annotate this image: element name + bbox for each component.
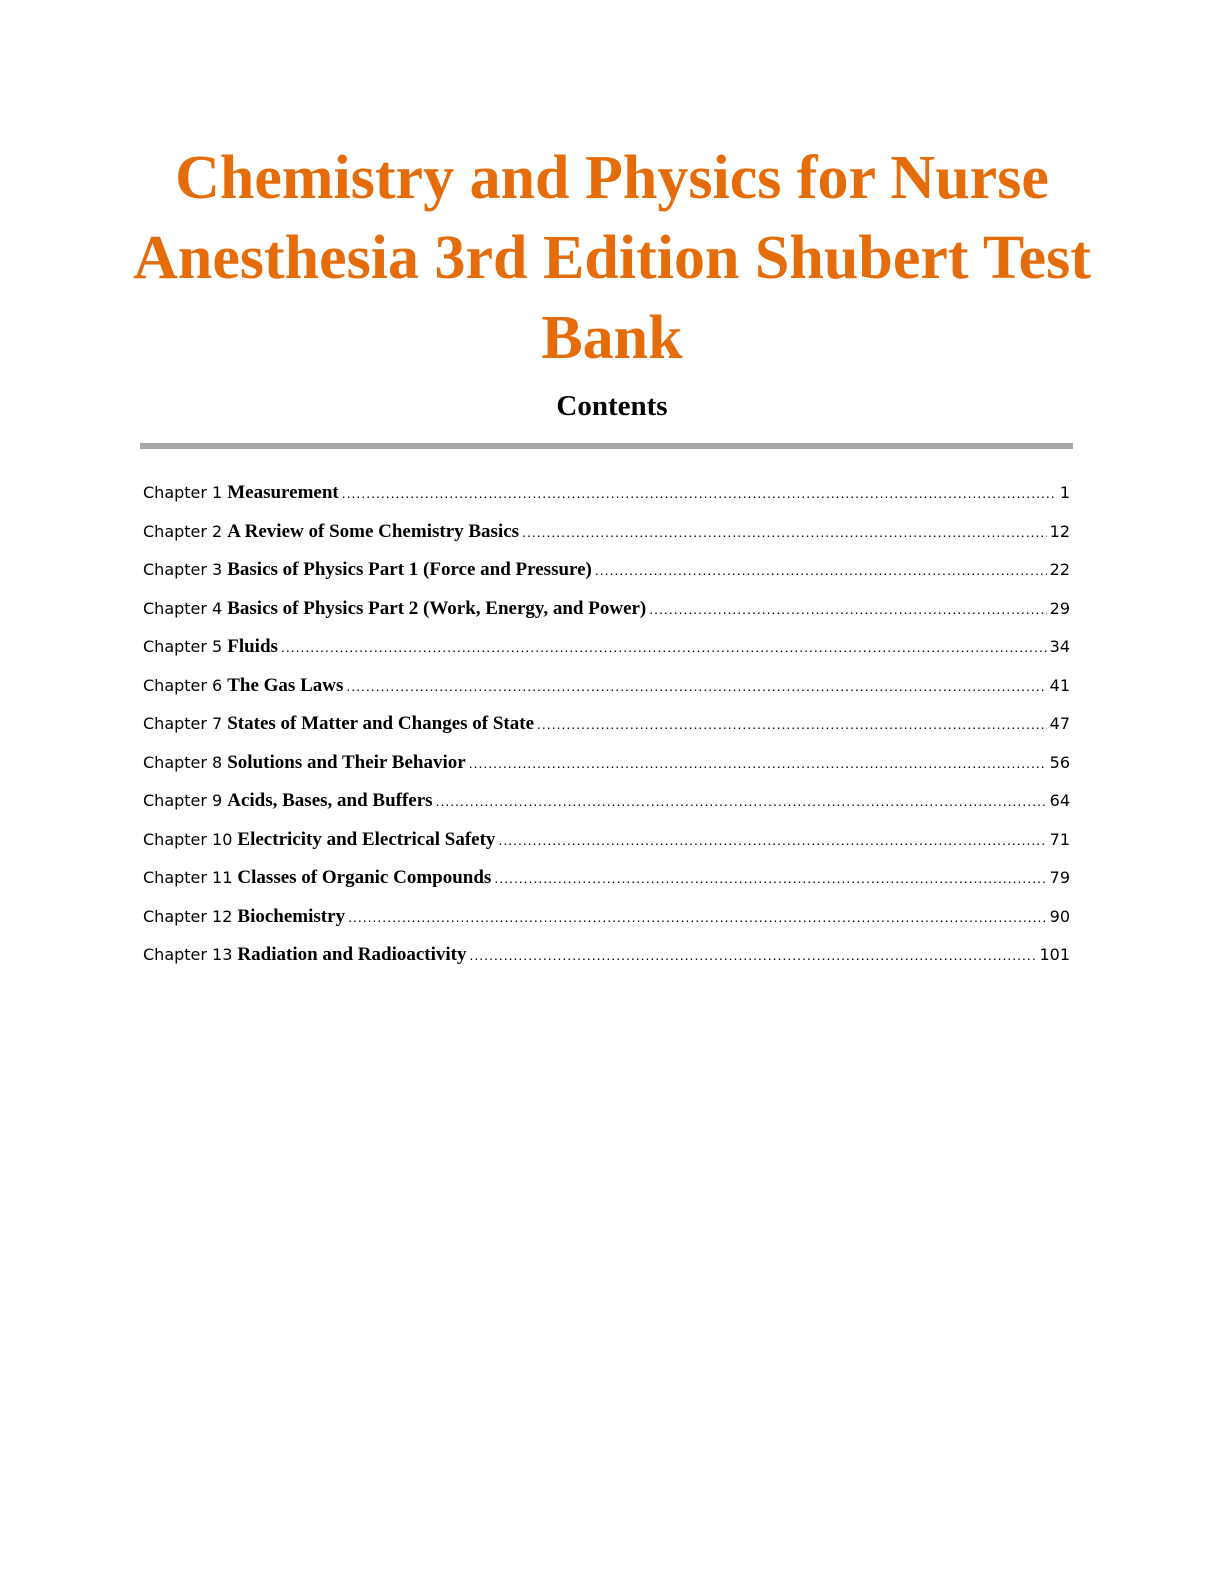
toc-page-number[interactable]: 22 xyxy=(1049,560,1070,579)
toc-page-number[interactable]: 56 xyxy=(1049,752,1070,772)
toc-chapter-number: Chapter 13 xyxy=(143,945,233,964)
horizontal-rule xyxy=(140,443,1073,449)
toc-chapter-number: Chapter 5 xyxy=(143,637,223,656)
toc-chapter-number: Chapter 7 xyxy=(143,714,223,733)
toc-chapter-number: Chapter 1 xyxy=(143,483,223,502)
toc-page-number[interactable]: 1 xyxy=(1059,483,1070,502)
toc-entry[interactable] xyxy=(143,675,1070,714)
toc-chapter-number: Chapter 11 xyxy=(143,868,233,887)
toc-chapter-number: Chapter 6 xyxy=(143,675,223,695)
toc-dot-leader xyxy=(470,947,1037,965)
toc-dot-leader xyxy=(595,562,1047,580)
toc-chapter-title[interactable]: A Review of Some Chemistry Basics xyxy=(227,520,520,542)
toc-page-number[interactable]: 34 xyxy=(1049,637,1070,656)
toc-entry[interactable] xyxy=(143,598,1070,637)
toc-entry[interactable] xyxy=(143,521,1070,560)
document-title-line: Bank xyxy=(541,304,683,372)
toc-entry[interactable] xyxy=(143,713,1070,752)
toc-entry[interactable] xyxy=(143,829,1070,868)
toc-entry[interactable] xyxy=(143,482,1070,521)
toc-chapter-title[interactable]: Acids, Bases, and Buffers xyxy=(227,790,433,811)
toc-chapter-title[interactable]: Measurement xyxy=(227,482,339,503)
toc-dot-leader xyxy=(522,524,1047,542)
toc-page-number[interactable]: 12 xyxy=(1049,521,1070,541)
toc-page-number[interactable]: 90 xyxy=(1049,906,1070,926)
toc-dot-leader xyxy=(498,832,1046,850)
table-of-contents xyxy=(143,482,1070,983)
toc-entry[interactable] xyxy=(143,559,1070,598)
toc-dot-leader xyxy=(649,601,1046,619)
toc-dot-leader xyxy=(537,716,1047,734)
toc-chapter-number: Chapter 9 xyxy=(143,791,223,810)
toc-chapter-number: Chapter 2 xyxy=(143,521,223,541)
toc-chapter-title[interactable]: Electricity and Electrical Safety xyxy=(237,828,496,850)
toc-dot-leader xyxy=(436,793,1047,811)
toc-page-number[interactable]: 64 xyxy=(1049,791,1070,810)
toc-chapter-title[interactable]: Basics of Physics Part 2 (Work, Energy, and Power) xyxy=(227,597,647,619)
toc-chapter-number: Chapter 12 xyxy=(143,906,233,926)
toc-page-number[interactable]: 79 xyxy=(1049,868,1070,887)
toc-chapter-number: Chapter 8 xyxy=(143,752,223,772)
toc-chapter-title[interactable]: Classes of Organic Compounds xyxy=(237,867,492,888)
document-title-line: Chemistry and Physics for Nurse xyxy=(175,144,1049,212)
document-title xyxy=(30,138,1194,378)
toc-chapter-title[interactable]: Fluids xyxy=(227,636,278,657)
toc-dot-leader xyxy=(348,909,1047,927)
toc-dot-leader xyxy=(469,755,1047,773)
toc-entry[interactable] xyxy=(143,867,1070,906)
toc-chapter-number: Chapter 10 xyxy=(143,829,233,849)
contents-heading: Contents xyxy=(556,390,668,422)
toc-dot-leader xyxy=(342,485,1057,503)
toc-dot-leader xyxy=(494,870,1046,888)
toc-chapter-number: Chapter 3 xyxy=(143,560,223,579)
toc-chapter-title[interactable]: The Gas Laws xyxy=(227,674,344,696)
toc-entry[interactable] xyxy=(143,752,1070,791)
toc-dot-leader xyxy=(281,639,1047,657)
toc-page-number[interactable]: 47 xyxy=(1049,714,1070,733)
toc-entry[interactable] xyxy=(143,790,1070,829)
toc-page-number[interactable]: 41 xyxy=(1049,675,1070,695)
toc-chapter-title[interactable]: Solutions and Their Behavior xyxy=(227,751,466,773)
toc-chapter-title[interactable]: Basics of Physics Part 1 (Force and Pressure) xyxy=(227,559,592,580)
toc-entry[interactable] xyxy=(143,944,1070,983)
toc-entry[interactable] xyxy=(143,636,1070,675)
toc-entry[interactable] xyxy=(143,906,1070,945)
toc-chapter-number: Chapter 4 xyxy=(143,598,223,618)
toc-dot-leader xyxy=(346,678,1046,696)
toc-chapter-title[interactable]: Radiation and Radioactivity xyxy=(237,944,467,965)
toc-chapter-title[interactable]: Biochemistry xyxy=(237,905,346,927)
toc-page-number[interactable]: 71 xyxy=(1049,829,1070,849)
toc-page-number[interactable]: 101 xyxy=(1039,945,1070,964)
toc-chapter-title[interactable]: States of Matter and Changes of State xyxy=(227,713,535,734)
toc-page-number[interactable]: 29 xyxy=(1049,598,1070,618)
document-title-line: Anesthesia 3rd Edition Shubert Test xyxy=(133,224,1091,292)
